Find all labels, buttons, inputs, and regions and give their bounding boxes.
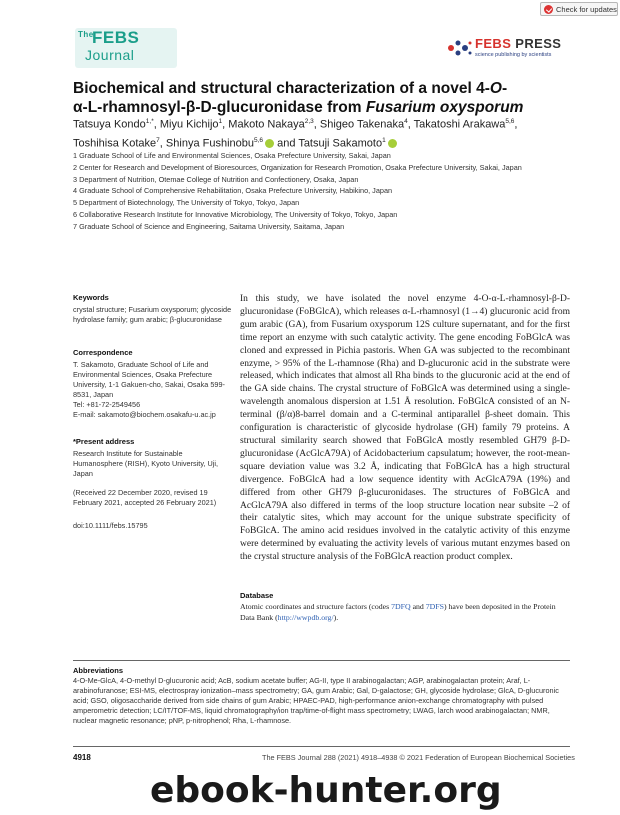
- affiliation: 3 Department of Nutrition, Otemae College of Nutrition and Confectionery, Osaka, Japan: [73, 174, 359, 184]
- affiliation: 6 Collaborative Research Institute for Innovative Microbiology, The University of Tokyo, Tokyo, Japan: [73, 209, 398, 219]
- author: Tatsuya Kondo: [73, 118, 146, 131]
- footer-citation: The FEBS Journal 288 (2021) 4918–4938 © 2021 Federation of European Biochemical Societies: [262, 753, 575, 762]
- database-heading: Database: [240, 591, 274, 600]
- orcid-icon[interactable]: [265, 139, 274, 148]
- author: Toshihisa Kotake: [73, 137, 157, 150]
- check-for-updates-button[interactable]: [540, 2, 618, 16]
- febs-press-tagline: science publishing by scientists: [475, 52, 552, 58]
- affiliation: 1 Graduate School of Life and Environmental Sciences, Osaka Prefecture University, Sakai, Japan: [73, 151, 391, 160]
- author: Takatoshi Arakawa: [413, 118, 506, 131]
- abbreviations-heading: Abbreviations: [73, 666, 124, 675]
- present-address-section: [73, 437, 233, 479]
- febs-press-icon: [446, 38, 472, 58]
- article-title: Biochemical and structural characterization of a novel 4-O- α-L-rhamnosyl-β-D-glucuronidase from Fusarium oxysporum: [73, 80, 524, 116]
- present-address-text: Research Institute for Sustainable Humanosphere (RISH), Kyoto University, Uji, Japan: [73, 449, 219, 478]
- pdb-code-link[interactable]: 7DFQ: [391, 602, 411, 611]
- author: Tatsuji Sakamoto: [298, 137, 383, 150]
- correspondence-text: T. Sakamoto, Graduate School of Life and Environmental Sciences, Osaka Prefecture University, 1-1 Gakuen-cho, Sakai, Osaka 599-8531, Japan: [73, 360, 225, 399]
- check-for-updates-label: Check for updates: [556, 4, 617, 14]
- pdb-code-link[interactable]: 7DFS: [425, 602, 444, 611]
- page-number: 4918: [73, 753, 91, 762]
- footer-divider: [73, 746, 570, 747]
- keywords-text: crystal structure; Fusarium oxysporum; glycoside hydrolase family; gum arabic; β-glucuronidase: [73, 305, 232, 324]
- affiliation: 7 Graduate School of Science and Engineering, Saitama University, Saitama, Japan: [73, 221, 345, 231]
- affiliation: 4 Graduate School of Comprehensive Rehabilitation, Osaka Prefecture University, Habikino, Japan: [73, 186, 393, 196]
- correspondence-tel: Tel: +81-72-2549456: [73, 400, 141, 409]
- author: Shinya Fushinobu: [165, 137, 254, 150]
- keywords-section: [73, 293, 233, 325]
- doi[interactable]: doi:10.1111/febs.15795: [73, 521, 148, 530]
- keywords-heading: Keywords: [73, 293, 109, 302]
- author: Makoto Nakaya: [228, 118, 305, 131]
- author: Shigeo Takenaka: [319, 118, 405, 131]
- correspondence-heading: Correspondence: [73, 348, 133, 357]
- received-dates: (Received 22 December 2020, revised 19 February 2021, accepted 26 February 2021): [73, 488, 217, 507]
- correspondence-section: [73, 348, 233, 420]
- affiliation-list: [73, 150, 593, 233]
- present-address-heading: *Present address: [73, 437, 135, 446]
- orcid-icon[interactable]: [388, 139, 397, 148]
- watermark-text: ebook-hunter.org: [150, 770, 502, 811]
- abbreviations-text: 4-O-Me-GlcA, 4-O-methyl D-glucuronic acid; AcB, sodium acetate buffer; AG-II, type II arabinogalactan; AGP, arabinogalactan protein; Araf, L-arabinofuranose; ESI-MS, electrospray ionization–mass spectrometry; GA, gum Arabic; Gal, D-galactose; GH, glycoside hydrolase; GlcA, D-glucuronic acid; GSO, oligosaccharide derived from side chains of gum Arabic; HPAEC-PAD, high-performance anion-exchange chromatography with pulsed amperometric detection; LC/IT/TOF-MS, liquid chromatography/ion trap/time-of-flight mass spectrometry; LWAG, larch wood arabinogalactan; NMR, nuclear magnetic resonance; pNP, p-nitrophenol; Rha, L-rhamnose.: [73, 676, 559, 725]
- pdb-url-link[interactable]: http://wwpdb.org/: [277, 613, 334, 622]
- journal-logo-journal: Journal: [85, 47, 135, 63]
- correspondence-email: E-mail: sakamoto@biochem.osakafu-u.ac.jp: [73, 410, 216, 419]
- affiliation: 5 Department of Biotechnology, The University of Tokyo, Tokyo, Japan: [73, 198, 300, 208]
- journal-logo-the: The: [78, 30, 94, 39]
- author-list: Tatsuya Kondo$^{1,*}$, Miyu Kichijo$^1$, Makoto Nakaya$^{2,3}$, Shigeo Takenaka$^4$, Takatoshi Arakawa$^{5,6}$, Toshihisa Kotake$^7$, Shinya Fushinobu$^{5,6}$ and Tatsuji Sakamoto$^1$: [73, 118, 518, 150]
- check-icon: [544, 5, 553, 14]
- febs-press-name: FEBS PRESS: [475, 36, 562, 51]
- author: Miyu Kichijo: [159, 118, 219, 131]
- abstract: In this study, we have isolated the novel enzyme 4-O-α-L-rhamnosyl-β-D-glucuronidase (FoBGlcA), which releases α-L-rhamnosyl (1→4) glucuronic acid from gum arabic (GA), from Fusarium oxysporum 12S culture supernatant, and for the first time report an enzyme with such catalytic activity. The gene encoding FoBGlcA was cloned and expressed in Pichia pastoris. When GA was subjected to the recombinant enzyme, > 95% of the L-rhamnose (Rha) and D-glucuronic acid in the substrate were released, which indicates that almost all Rha binds to the glucuronic acid at the end of the GA side chains. The crystal structure of FoBGlcA was determined using a single-wavelength anomalous dispersion at 1.51 Å resolution. FoBGlcA consisted of an N-terminal (β/α)8-barrel domain and a C-terminal antiparallel β-sheet domain. This configuration is characteristic of glycoside hydrolase (GH) family 79 proteins. A structural similarity search showed that FoBGlcA mostly resembled GH79 β-D-glucuronidase (AcGlcA79A) of Acidobacterium capsulatum; however, the root-mean-square deviation value was 3.2 Å, indicating that FoBGlcA has a high structural divergence. FoBGlcA had a low sequence identity with AcGlcA79A (19%) and differed from other GH79 β-glucuronidases. The structures of FoBGlcA and AcGlcA79A also differed in terms of the loop structure location near subsite –2 of their catalytic sites, which may account for the unique substrate specificity of FoBGlcA. The amino acid residues involved in the catalytic activity of this enzyme were determined by evaluating the activity levels of various mutant enzymes based on the crystal structure analysis of the FoBGlcA reaction product complex.: [240, 294, 570, 563]
- database-text: Atomic coordinates and structure factors (codes 7DFQ and 7DFS) have been deposited in the Protein Data Bank (http://wwpdb.org/).: [240, 602, 556, 622]
- journal-logo-febs: FEBS: [92, 28, 140, 47]
- affiliation: 2 Center for Research and Development of Bioresources, Organization for Research Promotion, Osaka Prefecture University, Sakai, Japan: [73, 162, 522, 172]
- divider: [73, 660, 570, 661]
